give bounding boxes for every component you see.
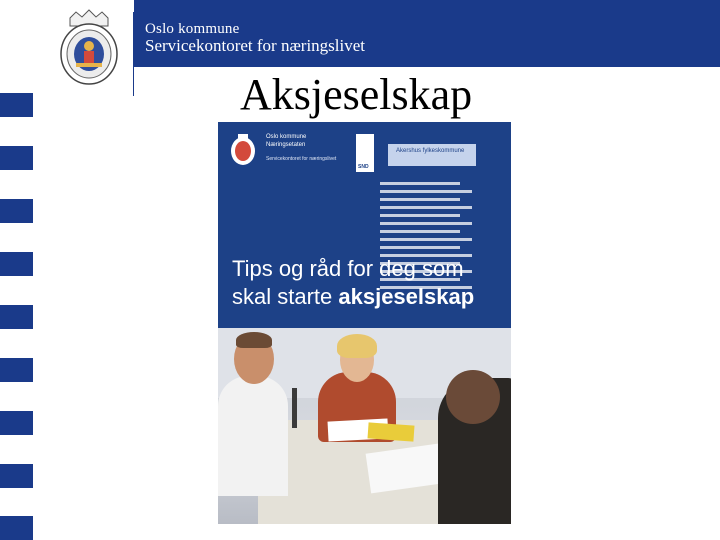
side-square [0,516,33,540]
brochure-photo [218,328,511,524]
snd-logo [356,134,374,172]
org-name: Oslo kommune [145,21,240,37]
akershus-logo-text: Akershus fylkeskommune [396,148,465,154]
side-square [0,464,33,488]
brochure-headline-line1: Tips og råd for deg som [232,256,464,281]
side-square [0,252,33,276]
headline-bold: aksjeselskap [338,284,475,309]
brochure-org-sub: Servicekontoret for næringslivet [266,156,337,162]
header-divider [133,12,134,96]
slide-title: Aksjeselskap [240,70,473,119]
brochure-headline-line2 [232,284,474,310]
akershus-logo [388,144,476,166]
brochure-org-agency: Næringsetaten [266,142,306,148]
side-square [0,93,33,117]
side-square [0,199,33,223]
org-department: Servicekontoret for næringslivet [145,36,366,55]
side-square [0,358,33,382]
headline-prefix: skal starte [232,284,339,309]
brochure-cover-image [218,122,511,524]
side-square [0,411,33,435]
snd-logo-text: SND [358,164,369,170]
brochure-org-name: Oslo kommune [266,134,307,140]
side-square [0,146,33,170]
brochure-crest-icon [230,132,256,166]
oslo-coat-of-arms-icon [56,8,122,86]
side-square [0,305,33,329]
